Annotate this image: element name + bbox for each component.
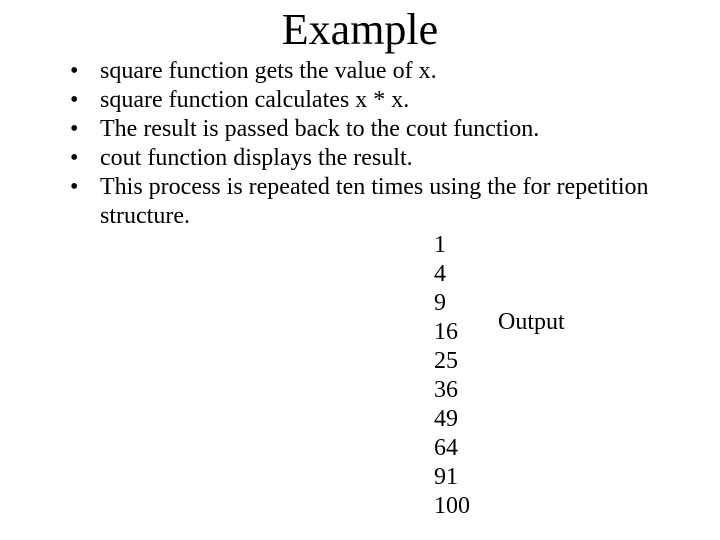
bullet-item [70,144,690,173]
bullet-text: cout function displays the result. [100,145,413,171]
bullet-item [70,173,690,231]
bullet-dot-icon: • [70,174,79,200]
output-value: 64 [434,435,458,461]
bullet-dot-icon: • [70,87,79,113]
output-value: 9 [434,290,446,316]
bullet-text: square function calculates x * x. [100,87,410,113]
output-values [434,231,470,521]
output-value: 36 [434,377,458,403]
bullet-dot-icon: • [70,145,79,171]
bullet-dot-icon: • [70,116,79,142]
output-value: 16 [434,319,458,345]
slide-title: Example [281,5,439,54]
bullet-item [70,57,690,86]
output-value: 4 [434,261,446,287]
output-label: Output [498,309,565,335]
bullet-list [70,57,690,231]
output-value: 100 [434,493,470,519]
output-value: 49 [434,406,458,432]
bullet-text: square function gets the value of x. [100,58,437,84]
output-value: 1 [434,232,446,258]
bullet-text: This process is repeated ten times using the for repetition structure. [100,174,649,229]
output-value: 25 [434,348,458,374]
bullet-dot-icon: • [70,58,79,84]
bullet-item [70,86,690,115]
output-value: 91 [434,464,458,490]
bullet-text: The result is passed back to the cout function. [100,116,540,142]
bullet-item [70,115,690,144]
